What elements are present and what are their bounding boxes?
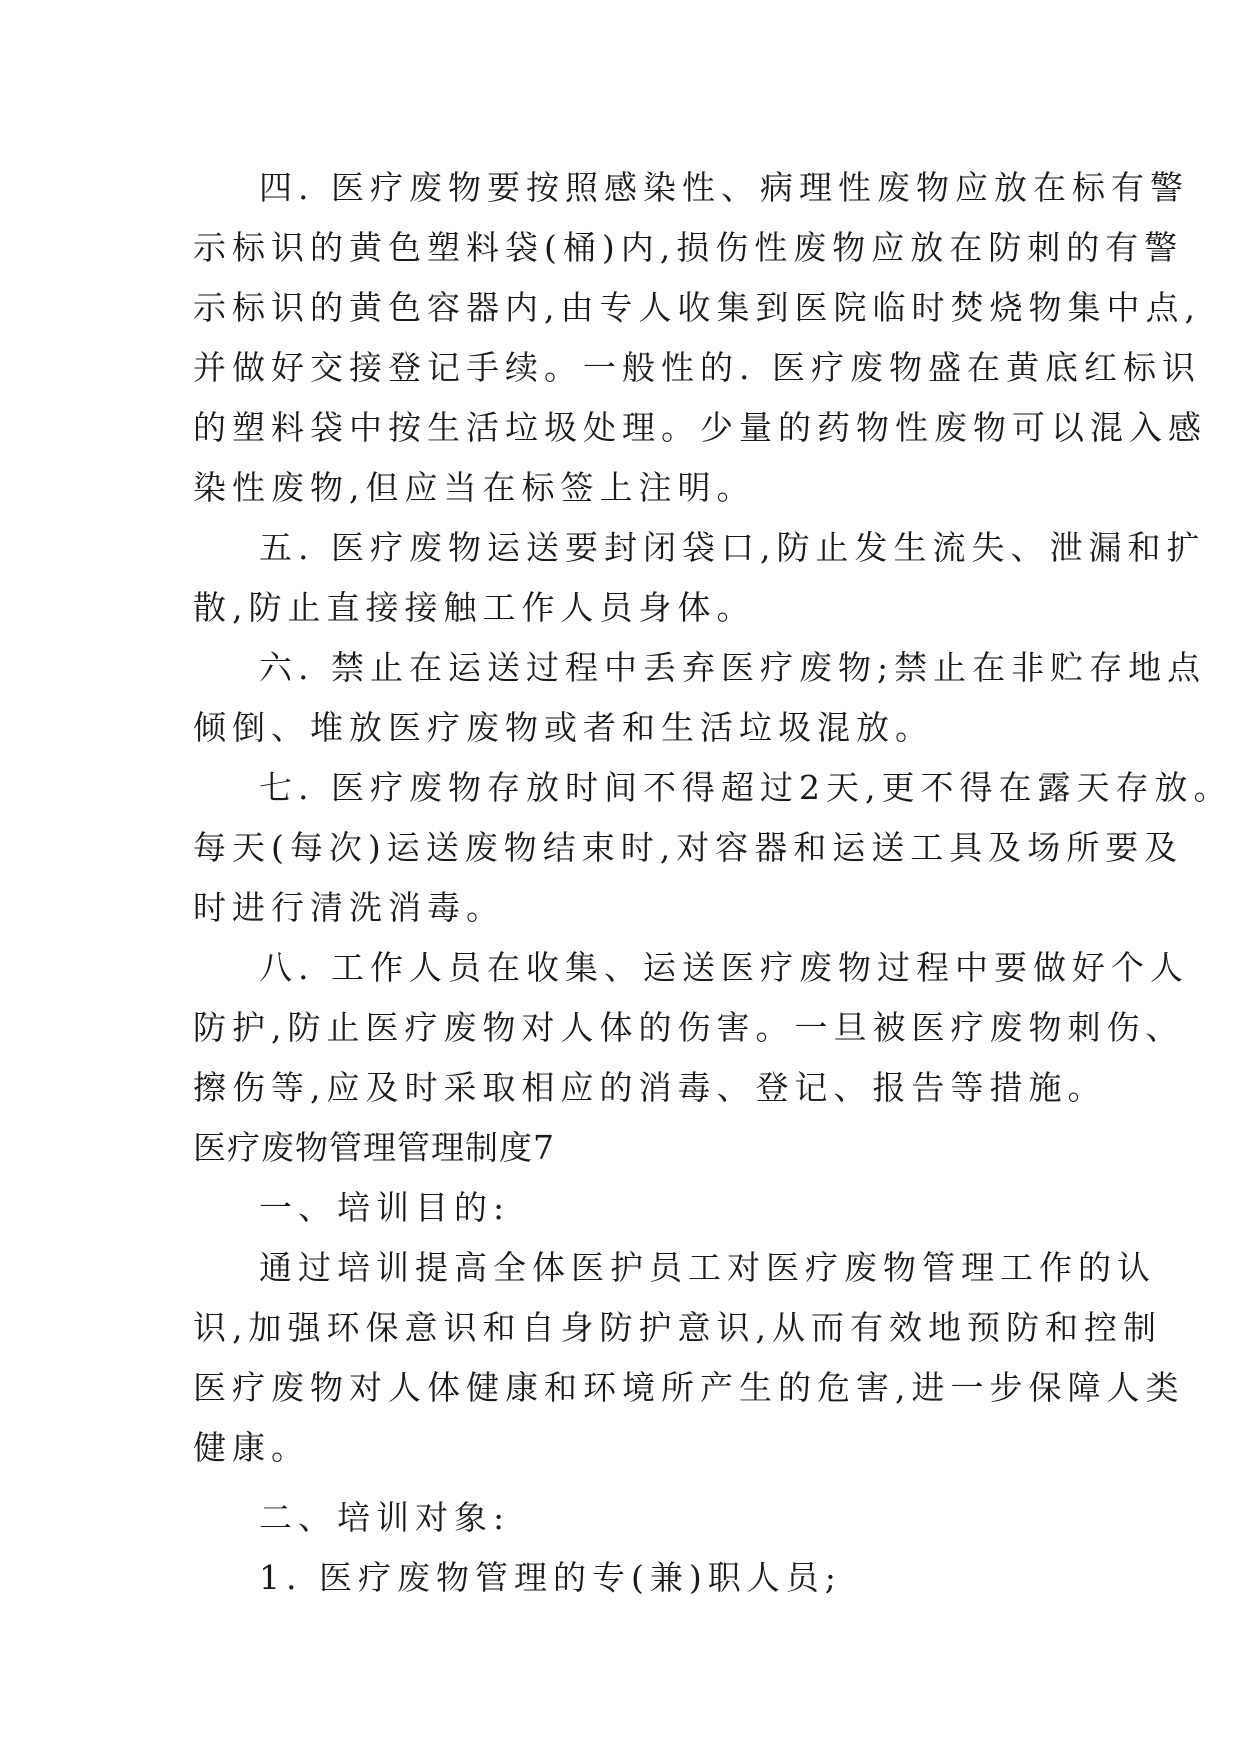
spacer — [193, 1478, 1073, 1488]
paragraph-4-line-5: 的塑料袋中按生活垃圾处理。少量的药物性废物可以混入感 — [193, 408, 1207, 447]
paragraph-4-line-1: 四. 医疗废物要按照感染性、病理性废物应放在标有警 — [259, 168, 1189, 207]
paragraph-6-line-1: 六. 禁止在运送过程中丢弃医疗废物;禁止在非贮存地点 — [259, 648, 1207, 687]
paragraph-6-line-2: 倾倒、堆放医疗废物或者和生活垃圾混放。 — [193, 708, 934, 747]
paragraph-4-line-6: 染性废物,但应当在标签上注明。 — [193, 468, 756, 507]
paragraph-5-line-2: 散,防止直接接触工作人员身体。 — [193, 588, 756, 627]
paragraph-7-line-1: 七. 医疗废物存放时间不得超过2天,更不得在露天存放。 — [259, 768, 1233, 807]
paragraph-purpose-line-3: 医疗废物对人体健康和环境所产生的危害,进一步保障人类 — [193, 1368, 1185, 1407]
paragraph-purpose-line-1: 通过培训提高全体医护员工对医疗废物管理工作的认 — [259, 1248, 1156, 1287]
paragraph-4-line-3: 示标识的黄色容器内,由专人收集到医院临时焚烧物集中点, — [193, 288, 1201, 327]
paragraph-8-line-1: 八. 工作人员在收集、运送医疗废物过程中要做好个人 — [259, 948, 1189, 987]
paragraph-4-line-2: 示标识的黄色塑料袋(桶)内,损伤性废物应放在防刺的有警 — [193, 228, 1184, 267]
paragraph-7-line-3: 时进行清洗消毒。 — [193, 888, 505, 927]
section-title: 医疗废物管理管理制度7 — [193, 1128, 555, 1167]
paragraph-8-line-2: 防护,防止医疗废物对人体的伤害。一旦被医疗废物刺伤、 — [193, 1008, 1185, 1047]
heading-training-purpose: 一、培训目的: — [259, 1188, 511, 1227]
paragraph-purpose-line-4: 健康。 — [193, 1428, 310, 1467]
heading-training-target: 二、培训对象: — [259, 1498, 511, 1537]
paragraph-8-line-3: 擦伤等,应及时采取相应的消毒、登记、报告等措施。 — [193, 1068, 1107, 1107]
paragraph-7-line-2: 每天(每次)运送废物结束时,对容器和运送工具及场所要及 — [193, 828, 1184, 867]
list-item-1: 1. 医疗废物管理的专(兼)职人员; — [259, 1558, 842, 1597]
paragraph-5-line-1: 五. 医疗废物运送要封闭袋口,防止发生流失、泄漏和扩 — [259, 528, 1206, 567]
document-page — [193, 158, 1233, 1608]
paragraph-purpose-line-2: 识,加强环保意识和自身防护意识,从而有效地预防和控制 — [193, 1308, 1162, 1347]
paragraph-4-line-4: 并做好交接登记手续。一般性的. 医疗废物盛在黄底红标识 — [193, 348, 1201, 387]
